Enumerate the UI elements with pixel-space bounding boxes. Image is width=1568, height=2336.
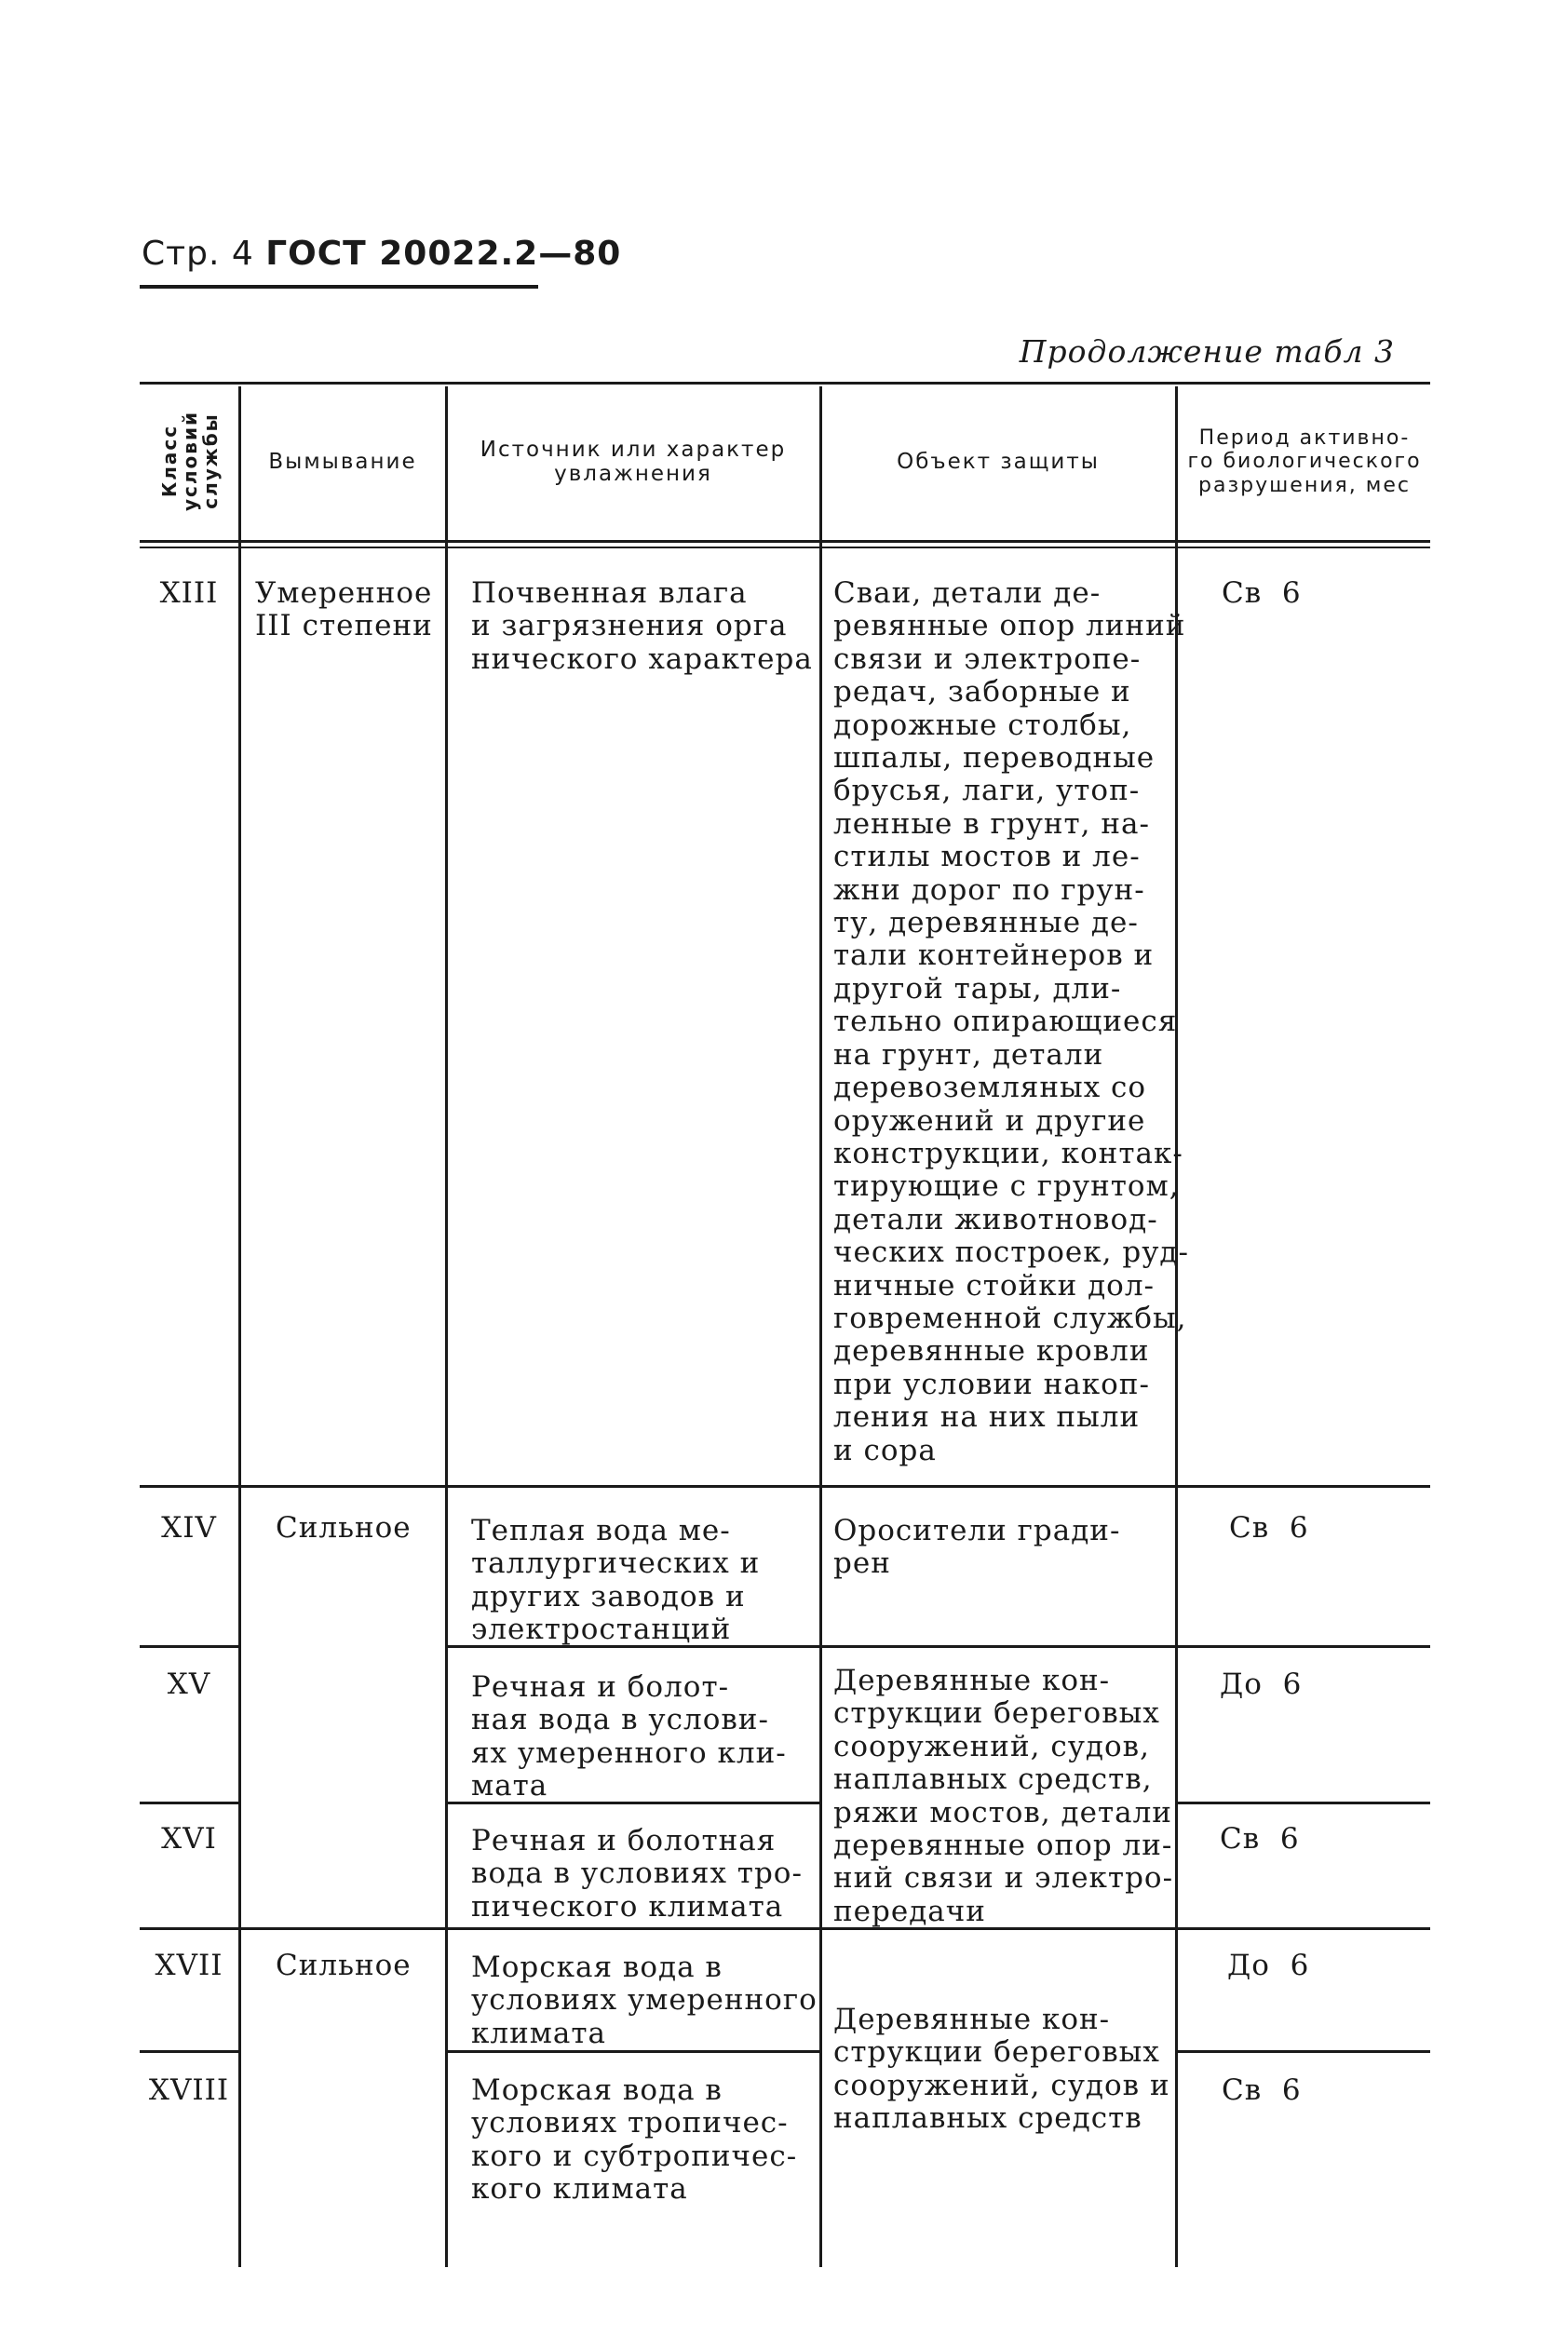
cell-object: Сваи, детали де- ревянные опор линий связи и электропе- редач, заборные и дорожные столбы, шпалы, переводные брусья, лаги, утоп- ленные в грунт, на- стилы мостов и ле- жни дорог по грун- ту, деревянные де- тали контейнеров и другой тары, дли- тельно опирающиеся на грунт, детали деревоземляных со оружений и другие конструкции, контак- тирующие с грунтом, детали животновод- ческих построек, руд- ничные стойки дол- говременной службы, деревянные кровли при условии накоп- ления на них пыли и сора: [833, 576, 1189, 1467]
cell-object-merged-xv-xvi: Деревянные кон- струкции береговых сооружений, судов, наплавных средств, ряжи мостов, детали деревянные опор ли- ний связи и электро- передачи: [833, 1664, 1174, 1928]
cell-source: Речная и болот- ная вода в услови- ях умеренного кли- мата: [471, 1670, 787, 1803]
row-sep-xv-class: [140, 1802, 238, 1804]
cell-class: XIV: [161, 1511, 217, 1545]
cell-period: Св 6: [1220, 1822, 1300, 1856]
row-separator-xiii: [140, 1485, 1430, 1488]
header-washout: Вымывание: [268, 449, 417, 474]
page-header: [142, 235, 621, 273]
cell-object: Оросители гради- рен: [833, 1514, 1121, 1581]
row-sep-xvii-period: [1175, 2050, 1430, 2053]
cell-period: До 6: [1220, 1668, 1303, 1701]
cell-source: Речная и болотная вода в условиях тро- пического климата: [471, 1824, 803, 1924]
cell-class: XIII: [159, 576, 219, 610]
row-separator-xvi: [140, 1927, 1430, 1930]
standard-number: ГОСТ 20022.2—80: [265, 235, 622, 273]
cell-washout: Сильное: [276, 1949, 412, 1982]
row-sep-xvii-source: [445, 2050, 819, 2053]
header-destruction-period: Период активно- го биологического разрушения, мес: [1187, 426, 1422, 497]
cell-period: Св 6: [1222, 576, 1302, 610]
header-bottom-rule: [140, 540, 1430, 543]
header-rule: [140, 285, 538, 289]
cell-class: XV: [167, 1668, 211, 1701]
header-service-class: Класс условий службы: [158, 411, 222, 511]
row-sep-xv-period: [1175, 1802, 1430, 1804]
col-divider-3: [819, 386, 822, 2267]
cell-class: XVII: [155, 1949, 223, 1982]
row-sep-xvii-class: [140, 2050, 238, 2053]
col-divider-2: [445, 386, 448, 2267]
col-divider-1: [238, 386, 241, 2267]
cell-washout: Умеренное III степени: [255, 576, 433, 643]
header-moisture-source: Источник или характер увлажнения: [480, 437, 787, 486]
header-protection-object: Объект защиты: [897, 449, 1100, 474]
cell-class: XVI: [161, 1822, 217, 1856]
cell-period: Св 6: [1229, 1511, 1309, 1545]
row-sep-xiv-object: [819, 1645, 1175, 1648]
cell-washout: Сильное: [276, 1511, 412, 1545]
cell-source: Теплая вода ме- таллургических и других заводов и электростанций: [471, 1514, 761, 1647]
cell-source: Морская вода в условиях тропичес- кого и субтропичес- кого климата: [471, 2073, 798, 2207]
cell-object-merged-xvii-xviii: Деревянные кон- струкции береговых сооружений, судов и наплавных средств: [833, 2003, 1170, 2136]
row-sep-xiv-period: [1175, 1645, 1430, 1648]
cell-source: Морская вода в условиях умеренного климата: [471, 1951, 818, 2050]
row-sep-xiv-class: [140, 1645, 238, 1648]
cell-period: Св 6: [1222, 2073, 1302, 2107]
header-bottom-rule-2: [140, 547, 1430, 548]
page-label: Стр. 4: [142, 235, 254, 273]
cell-period: До 6: [1227, 1949, 1310, 1982]
table-continuation-caption: Продолжение табл 3: [1019, 333, 1395, 370]
cell-source: Почвенная влага и загрязнения орга нического характера: [471, 576, 813, 676]
top-rule: [140, 382, 1430, 385]
cell-class: XVIII: [148, 2073, 230, 2107]
